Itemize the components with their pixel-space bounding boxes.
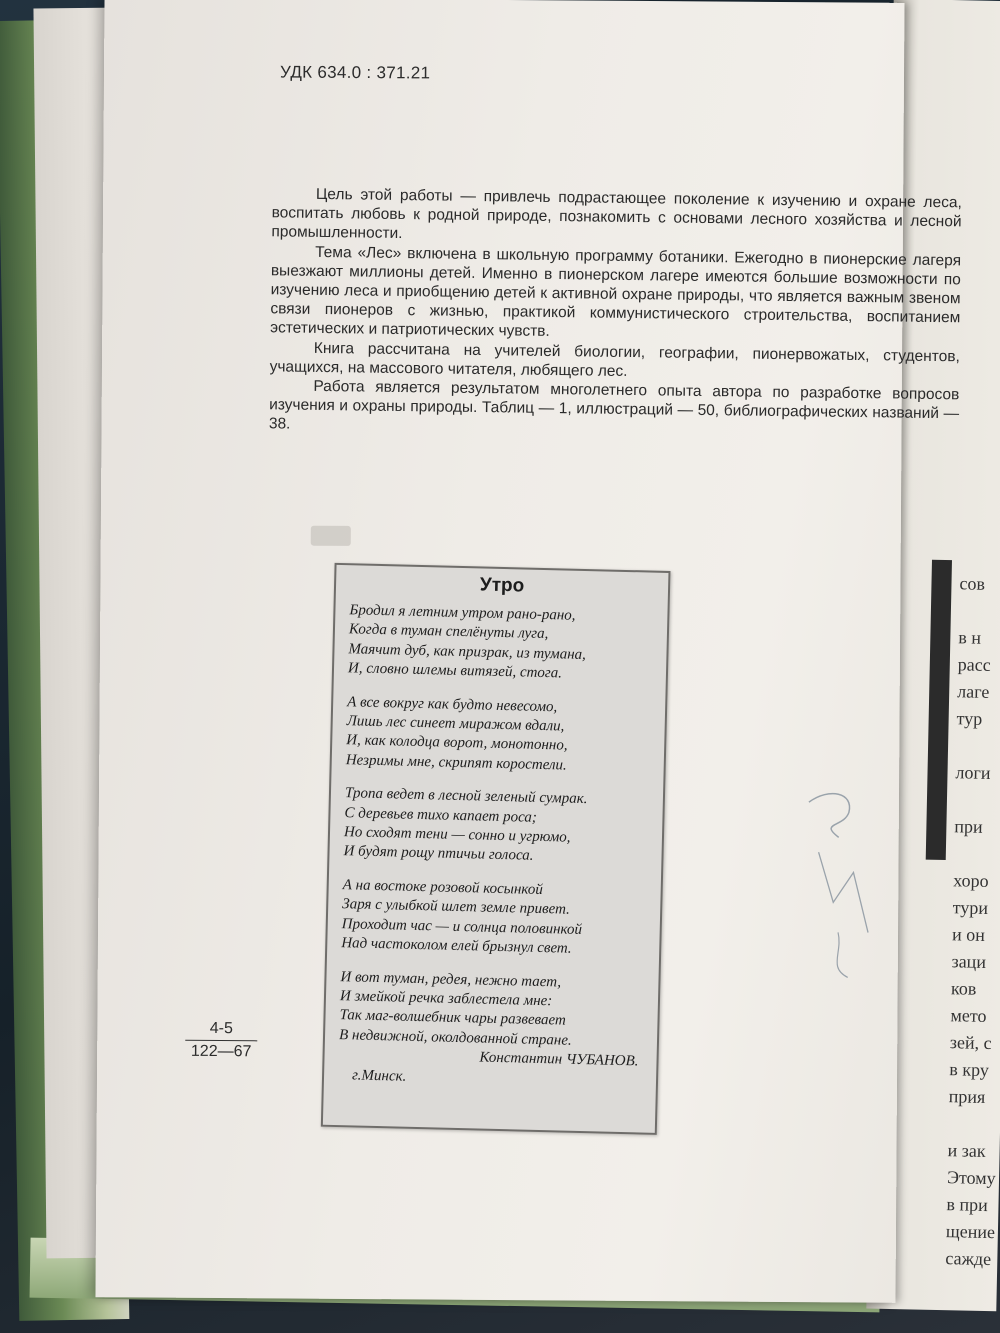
poem-line: А на востоке розовой косынкой	[342, 877, 544, 898]
poem-line: И змейкой речка заблестела мне:	[339, 988, 553, 1010]
poem-line: Незримы мне, скрипят коростели.	[345, 752, 567, 774]
abstract	[269, 184, 962, 443]
poem-line: И, как колодца ворот, монотонно,	[346, 732, 568, 755]
poem-stanza	[346, 693, 666, 778]
glue-mark	[311, 526, 351, 546]
book-page	[95, 0, 962, 1303]
abstract-paragraph: Книга рассчитана на учителей биологии, географии, пионервожатых, студентов, учащихся, на массового читателя, любящего лес.	[269, 339, 960, 380]
abstract-paragraph: Тема «Лес» включена в школьную программу ботаники. Ежегодно в пионерские лагеря выезжают миллионы детей. Именно в пионерском лагере имеются большие возможности по изучению леса и приобщению детей к активной охране природы, что является важным звеном связи пионеров с жизнью, практикой коммунистического строительства, воспитанием эстетических и патриотических чувств.	[270, 243, 962, 341]
poem-title: Утро	[479, 574, 525, 597]
udk-code: УДК 634.0 : 371.21	[279, 62, 431, 83]
classification-top: 4-5	[209, 1019, 233, 1038]
poem-stanza	[348, 601, 668, 686]
poem-line: Лишь лес синеет миражом вдали,	[346, 713, 565, 735]
poem-line: И будят рощу птичьи голоса.	[343, 843, 534, 865]
poem-line: И вот туман, редея, нежно тает,	[340, 968, 562, 991]
poem-line: Заря с улыбкой шлет земле привет.	[342, 896, 570, 918]
poem-line: Маячит дуб, как призрак, из тумана,	[348, 641, 587, 663]
newspaper-clipping	[321, 563, 671, 1135]
poem-line: И, словно шлемы витязей, стога.	[347, 660, 563, 682]
poem-stanza	[343, 784, 663, 869]
poem-line: Над частоколом елей брызнул свет.	[341, 935, 572, 957]
poem-line: В недвижной, околдованной стране.	[338, 1026, 572, 1049]
classification-code	[185, 1018, 257, 1064]
poem-line: С деревьев тихо капает роса;	[344, 804, 538, 826]
facing-page-illustration	[926, 560, 952, 860]
poem-stanza	[341, 876, 661, 961]
facing-page-text: сов в н расс лаге тур логи при хоро тури и он заци ков мето зей, с в кру прия и зак Этому в при щение сажде	[945, 573, 996, 1270]
poem-line: Когда в туман спелёнуты луга,	[348, 621, 549, 643]
poem-city: г.Минск.	[351, 1067, 407, 1085]
poem-line: Так маг-волшебник чары развевает	[339, 1007, 566, 1029]
poem-line: А все вокруг как будто невесомо,	[347, 693, 558, 715]
abstract-paragraph: Работа является результатом многолетнего опыта автора по разработке вопросов изучения и охраны природы. Таблиц — 1, иллюстраций — 50, библиографических названий — 38.	[268, 377, 960, 433]
poem-line: Бродил я летним утром рано-рано,	[349, 602, 576, 624]
classification-bottom: 122—67	[185, 1040, 257, 1064]
poem-line: Проходит час — и солнца половинкой	[341, 915, 583, 938]
abstract-paragraph: Цель этой работы — привлечь подрастающее поколение к изучению и охране леса, воспитать любовь к родной природе, познакомить с основами лесного хозяйства и лесной промышленности.	[271, 185, 962, 243]
pencil-marks	[798, 782, 889, 983]
poem-line: Но сходят тени — сонно и угрюмо,	[343, 824, 571, 846]
poem-stanza	[339, 968, 659, 1053]
poem-author: Константин ЧУБАНОВ.	[479, 1049, 639, 1070]
poem-line: Тропа ведет в лесной зеленый сумрак.	[344, 785, 588, 808]
